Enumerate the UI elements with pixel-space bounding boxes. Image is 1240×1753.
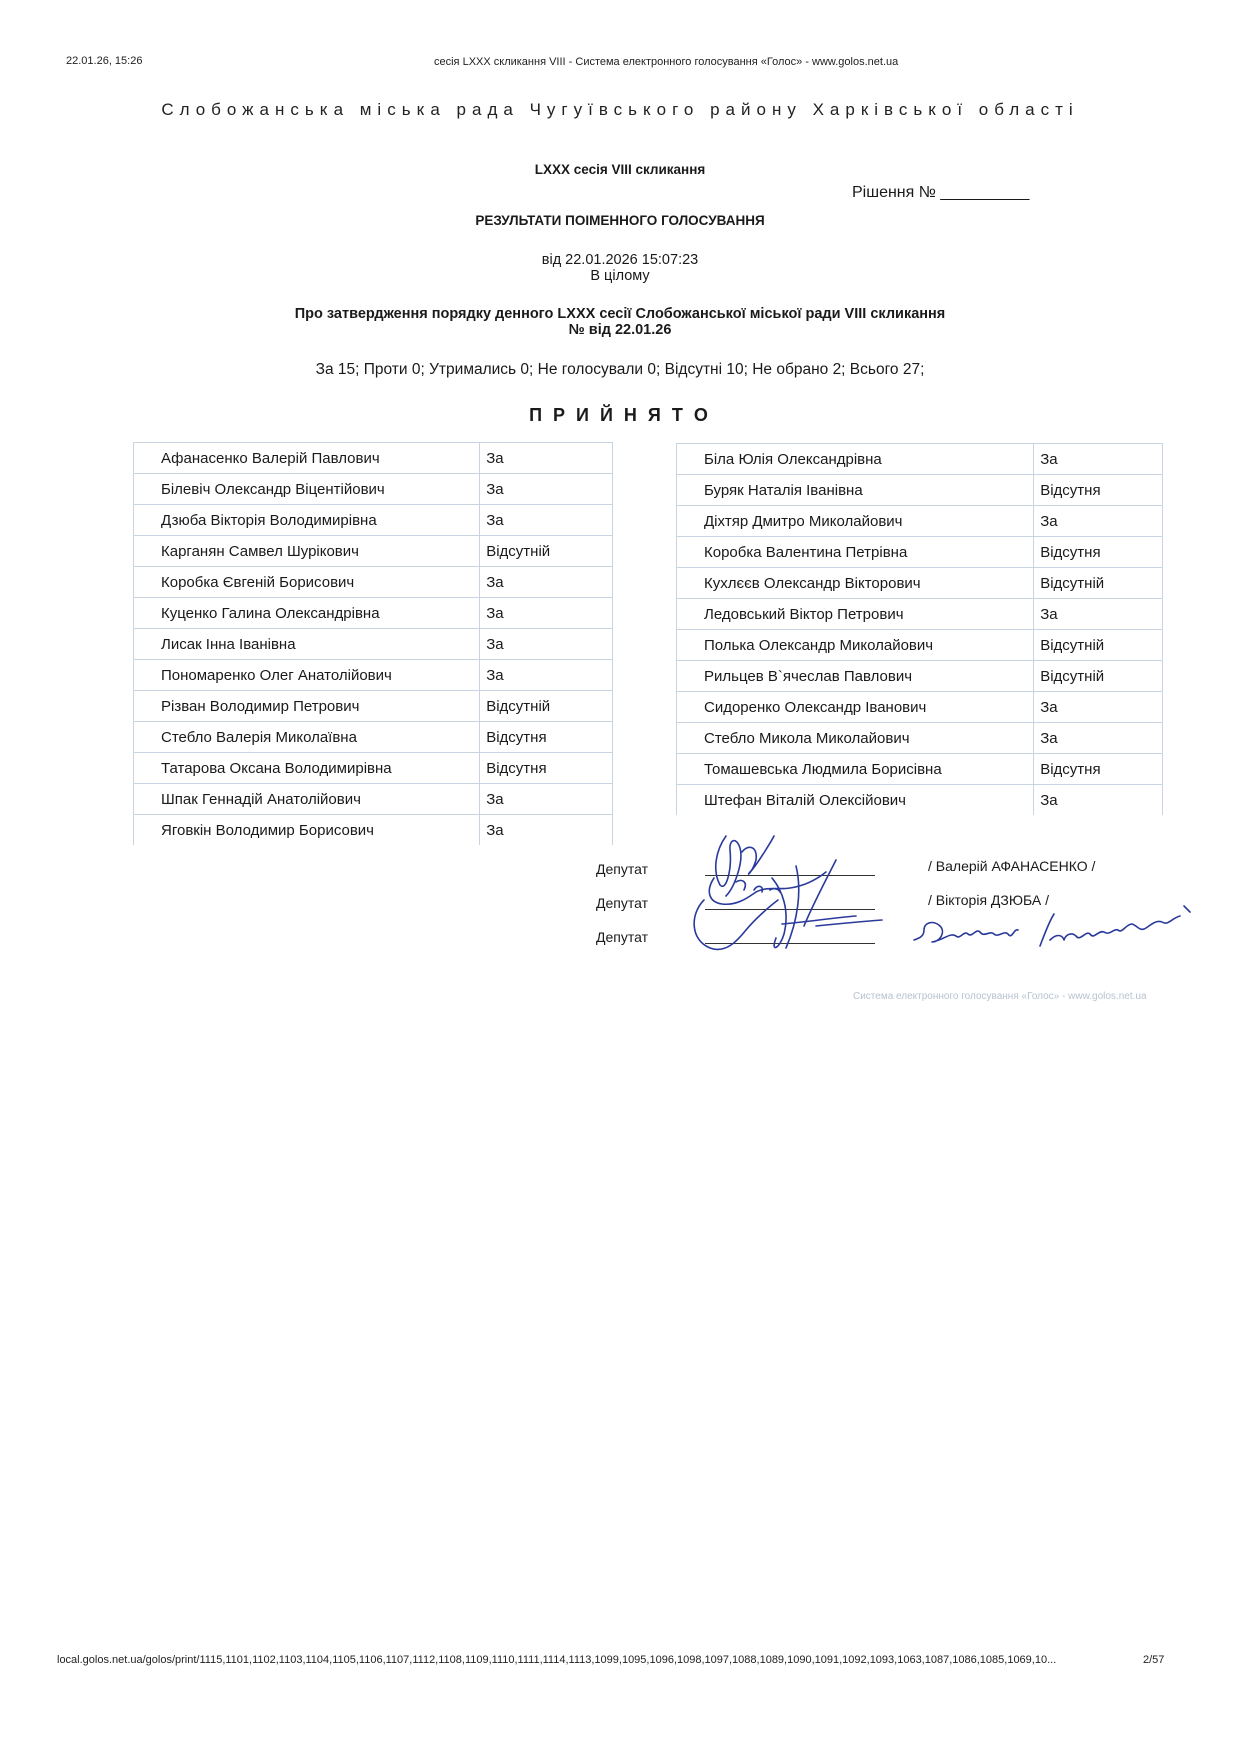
vote-row [134,629,613,660]
deputy-name: Шпак Геннадій Анатолійович [134,784,480,815]
vote-row [677,537,1163,568]
deputy-name: Татарова Оксана Володимирівна [134,753,480,784]
vote-row [134,474,613,505]
signatory-name-2: / Вікторія ДЗЮБА / [928,892,1049,908]
vote-value: За [480,443,613,474]
right-vote-table [676,443,1163,815]
deputy-name: Діхтяр Дмитро Миколайович [677,506,1034,537]
vote-row [134,815,613,846]
results-title: РЕЗУЛЬТАТИ ПОІМЕННОГО ГОЛОСУВАННЯ [475,213,765,228]
signatory-name-1: / Валерій АФАНАСЕНКО / [928,858,1096,874]
signature-label-1: Депутат [596,861,648,877]
vote-row [677,692,1163,723]
vote-value: Відсутня [480,753,613,784]
vote-value: Відсутній [1034,661,1163,692]
vote-value: Відсутній [1034,568,1163,599]
deputy-name: Коробка Євгеній Борисович [134,567,480,598]
vote-row [677,444,1163,475]
deputy-name: Дзюба Вікторія Володимирівна [134,505,480,536]
vote-row [134,784,613,815]
deputy-name: Білевіч Олександр Віцентійович [134,474,480,505]
deputy-name: Ледовський Віктор Петрович [677,599,1034,630]
signature-label-3: Депутат [596,929,648,945]
deputy-name: Штефан Віталій Олексійович [677,785,1034,816]
deputy-name: Біла Юлія Олександрівна [677,444,1034,475]
deputy-name: Стебло Микола Миколайович [677,723,1034,754]
vote-row [134,753,613,784]
vote-date: від 22.01.2026 15:07:23 [541,252,699,268]
vote-value: За [480,598,613,629]
vote-row [677,630,1163,661]
vote-row [677,661,1163,692]
vote-value: За [1034,506,1163,537]
deputy-name: Афанасенко Валерій Павлович [134,443,480,474]
deputy-name: Буряк Наталія Іванівна [677,475,1034,506]
vote-value: За [480,474,613,505]
print-header-title: сесія LXXX скликання VIII - Система електронного голосування «Голос» - www.golos.net.ua [434,56,899,68]
vote-value: Відсутня [1034,475,1163,506]
deputy-name: Кухлєєв Олександр Вікторович [677,568,1034,599]
vote-value: За [480,660,613,691]
deputy-name: Різван Володимир Петрович [134,691,480,722]
deputy-name: Полька Олександр Миколайович [677,630,1034,661]
vote-row [134,598,613,629]
vote-value: За [1034,723,1163,754]
vote-scope: В цілому [590,268,650,284]
deputy-name: Рильцев В`ячеслав Павлович [677,661,1034,692]
verdict: П Р И Й Н Я Т О [529,405,711,425]
deputy-name: Томашевська Людмила Борисівна [677,754,1034,785]
deputy-name: Куценко Галина Олександрівна [134,598,480,629]
deputy-name: Лисак Інна Іванівна [134,629,480,660]
vote-value: Відсутня [480,722,613,753]
vote-value: За [1034,785,1163,816]
vote-value: Відсутній [1034,630,1163,661]
vote-row [134,443,613,474]
decision-number-label: Рішення № __________ [852,184,1030,201]
vote-row [677,568,1163,599]
signature-label-2: Депутат [596,895,648,911]
left-vote-table [133,442,613,845]
vote-value: За [1034,599,1163,630]
council-title: Слобожанська міська рада Чугуївського району Харківської області [161,100,1079,119]
handwritten-signatures-icon [686,830,896,965]
deputy-name: Сидоренко Олександр Іванович [677,692,1034,723]
subject-line-1: Про затвердження порядку денного LXXX сесії Слобожанської міської ради VIII скликання [294,306,946,322]
vote-value: За [480,567,613,598]
vote-row [677,475,1163,506]
vote-value: Відсутня [1034,754,1163,785]
vote-row [134,505,613,536]
vote-row [677,506,1163,537]
vote-value: За [480,815,613,846]
vote-row [134,660,613,691]
vote-summary: За 15; Проти 0; Утримались 0; Не голосували 0; Відсутні 10; Не обрано 2; Всього 27; [315,361,925,378]
vote-row [677,723,1163,754]
session-title: LXXX сесія VIII скликання [534,162,706,177]
vote-value: За [480,505,613,536]
faint-system-footer: Система електронного голосування «Голос» - www.golos.net.ua [853,991,1147,1002]
subject-line-2: № від 22.01.26 [568,322,672,338]
vote-value: Відсутня [1034,537,1163,568]
vote-row [134,691,613,722]
vote-row [134,536,613,567]
page-number: 2/57 [1143,1654,1165,1666]
vote-row [677,785,1163,816]
vote-row [134,722,613,753]
vote-value: За [480,784,613,815]
vote-value: Відсутній [480,691,613,722]
vote-value: Відсутній [480,536,613,567]
vote-value: За [1034,444,1163,475]
vote-row [134,567,613,598]
deputy-name: Пономаренко Олег Анатолійович [134,660,480,691]
footer-url: local.golos.net.ua/golos/print/1115,1101,1102,1103,1104,1105,1106,1107,1112,1108,1109,1110,1111,1114,1113,1099,1095,1096,1098,1097,1088,1089,1090,1091,1092,1093,1063,1087,1086,1085,1069,10... [57,1654,1057,1666]
deputy-name: Стебло Валерія Миколаївна [134,722,480,753]
print-timestamp: 22.01.26, 15:26 [66,55,143,67]
vote-row [677,599,1163,630]
vote-value: За [480,629,613,660]
vote-value: За [1034,692,1163,723]
deputy-name: Коробка Валентина Петрівна [677,537,1034,568]
vote-row [677,754,1163,785]
handwritten-signature-3-icon [910,900,1210,960]
deputy-name: Яговкін Володимир Борисович [134,815,480,846]
deputy-name: Карганян Самвел Шурікович [134,536,480,567]
